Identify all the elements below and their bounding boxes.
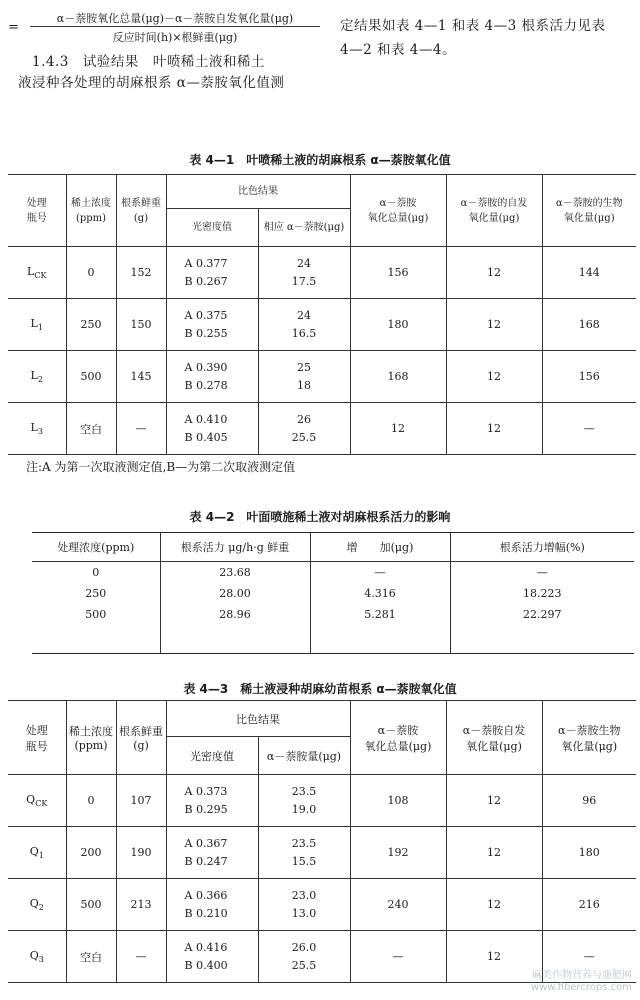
header-naphthylamine-amount: α－萘胺量(μg) — [258, 737, 350, 775]
table-row — [8, 247, 636, 299]
treatment-id: $L_2$ — [8, 351, 66, 403]
paragraph-line: 4—2 和表 4—4。 — [340, 42, 456, 58]
header-root-weight: 根系鲜重 (g) — [116, 175, 166, 247]
cell-total: 156 — [350, 247, 446, 299]
table-4-3-caption: 表 4—3 稀土液浸种胡麻幼苗根系 α—萘胺氧化值 — [183, 682, 457, 696]
header-root-weight: 根系鲜重 (g) — [116, 701, 166, 775]
treatment-id: $Q_1$ — [8, 827, 66, 879]
treatment-id: $L_{CK}$ — [8, 247, 66, 299]
cell-amount: 26 25.5 — [258, 403, 350, 455]
cell-bio: 96 — [542, 775, 636, 827]
cell-self: 12 — [446, 247, 542, 299]
cell-bio: 180 — [542, 827, 636, 879]
table-row — [32, 583, 634, 604]
cell-concentration: 空白 — [66, 931, 116, 983]
header-concentration: 处理浓度(ppm) — [32, 533, 160, 562]
cell-increase-percent: 22.297 — [450, 604, 634, 625]
table-4-3 — [8, 700, 636, 983]
treatment-id: $L_3$ — [8, 403, 66, 455]
treatment-id: $Q_2$ — [8, 879, 66, 931]
results-paragraph-left — [18, 52, 318, 94]
table-4-2 — [32, 532, 634, 654]
paragraph-line: 1.4.3 试验结果 叶喷稀土液和稀土 — [32, 54, 265, 70]
cell-weight: 213 — [116, 879, 166, 931]
cell-weight: — — [116, 403, 166, 455]
cell-optical-density: A 0.366 B 0.210 — [166, 879, 258, 931]
cell-optical-density: A 0.373 B 0.295 — [166, 775, 258, 827]
formula-equals: = — [8, 20, 19, 35]
header-self-oxidation: α－萘胺的自发 氧化量(μg) — [446, 175, 542, 247]
table-4-2-caption: 表 4—2 叶面喷施稀土液对胡麻根系活力的影响 — [189, 510, 451, 524]
header-increase: 增 加(μg) — [310, 533, 450, 562]
header-total-oxidation: α－萘胺 氧化总量(μg) — [350, 175, 446, 247]
cell-amount: 23.0 13.0 — [258, 879, 350, 931]
formula-denominator: 反应时间(h)×根鲜重(μg) — [112, 31, 238, 44]
cell-amount: 25 18 — [258, 351, 350, 403]
cell-bio: — — [542, 403, 636, 455]
cell-concentration: 0 — [66, 775, 116, 827]
header-colorimetric: 比色结果 — [166, 175, 350, 209]
cell-root-activity: 28.96 — [160, 604, 310, 625]
cell-root-activity: 28.00 — [160, 583, 310, 604]
cell-optical-density: A 0.416 B 0.400 — [166, 931, 258, 983]
cell-amount: 24 16.5 — [258, 299, 350, 351]
formula-fraction-bar — [30, 26, 320, 27]
header-root-activity: 根系活力 μg/h·g 鲜重 — [160, 533, 310, 562]
cell-optical-density: A 0.377 B 0.267 — [166, 247, 258, 299]
header-concentration: 稀土浓度 (ppm) — [66, 175, 116, 247]
cell-optical-density: A 0.390 B 0.278 — [166, 351, 258, 403]
table-row — [8, 351, 636, 403]
header-colorimetric: 比色结果 — [166, 701, 350, 737]
results-paragraph-right — [340, 14, 635, 62]
cell-bio: 216 — [542, 879, 636, 931]
cell-root-activity: 23.68 — [160, 562, 310, 584]
cell-total: 240 — [350, 879, 446, 931]
table-row — [8, 879, 636, 931]
cell-bio: 168 — [542, 299, 636, 351]
cell-optical-density: A 0.367 B 0.247 — [166, 827, 258, 879]
cell-concentration: 200 — [66, 827, 116, 879]
header-concentration: 稀土浓度 (ppm) — [66, 701, 116, 775]
cell-total: 108 — [350, 775, 446, 827]
header-total-oxidation: α－萘胺 氧化总量(μg) — [350, 701, 446, 775]
cell-self: 12 — [446, 879, 542, 931]
cell-total: 168 — [350, 351, 446, 403]
cell-optical-density: A 0.410 B 0.405 — [166, 403, 258, 455]
cell-increase-percent: 18.223 — [450, 583, 634, 604]
table-row — [32, 562, 634, 584]
treatment-id: $Q_3$ — [8, 931, 66, 983]
paragraph-line: 定结果如表 4—1 和表 4—3 根系活力见表 — [340, 18, 606, 34]
cell-weight: 190 — [116, 827, 166, 879]
cell-weight: 152 — [116, 247, 166, 299]
table-4-1-note: 注:A 为第一次取液测定值,B—为第二次取液测定值 — [26, 460, 296, 474]
cell-increase-percent: — — [450, 562, 634, 584]
treatment-id: $L_1$ — [8, 299, 66, 351]
cell-self: 12 — [446, 351, 542, 403]
table-4-1 — [8, 174, 636, 455]
table-4-1-caption: 表 4—1 叶喷稀土液的胡麻根系 α—萘胺氧化值 — [189, 153, 451, 167]
cell-concentration: 500 — [85, 608, 107, 621]
cell-self: 12 — [446, 299, 542, 351]
header-optical-density: 光密度值 — [166, 209, 258, 247]
cell-concentration: 500 — [66, 879, 116, 931]
cell-concentration: 空白 — [66, 403, 116, 455]
cell-self: 12 — [446, 827, 542, 879]
cell-concentration: 250 — [85, 587, 107, 600]
cell-increase: 5.281 — [310, 604, 450, 625]
header-bio-oxidation: α－萘胺的生物 氧化量(μg) — [542, 175, 636, 247]
cell-optical-density: A 0.375 B 0.255 — [166, 299, 258, 351]
header-bio-oxidation: α－萘胺生物 氧化量(μg) — [542, 701, 636, 775]
cell-total: — — [350, 931, 446, 983]
cell-total: 180 — [350, 299, 446, 351]
cell-weight: 150 — [116, 299, 166, 351]
table-row — [8, 775, 636, 827]
cell-bio: — — [542, 931, 636, 983]
cell-amount: 24 17.5 — [258, 247, 350, 299]
table-row — [8, 827, 636, 879]
cell-total: 12 — [350, 403, 446, 455]
header-naphthylamine-amount: 相应 α－萘胺(μg) — [258, 209, 350, 247]
header-increase-percent: 根系活力增幅(%) — [450, 533, 634, 562]
cell-amount: 23.5 15.5 — [258, 827, 350, 879]
cell-concentration: 0 — [92, 566, 100, 579]
cell-weight: 107 — [116, 775, 166, 827]
cell-self: 12 — [446, 931, 542, 983]
cell-increase: 4.316 — [310, 583, 450, 604]
header-treatment: 处理 瓶号 — [8, 701, 66, 775]
cell-bio: 156 — [542, 351, 636, 403]
cell-self: 12 — [446, 775, 542, 827]
cell-self: 12 — [446, 403, 542, 455]
table-row-blank — [32, 625, 634, 653]
cell-amount: 26.0 25.5 — [258, 931, 350, 983]
cell-concentration: 0 — [66, 247, 116, 299]
header-self-oxidation: α－萘胺自发 氧化量(μg) — [446, 701, 542, 775]
cell-amount: 23.5 19.0 — [258, 775, 350, 827]
cell-concentration: 500 — [66, 351, 116, 403]
table-row — [8, 403, 636, 455]
cell-weight: — — [116, 931, 166, 983]
cell-bio: 144 — [542, 247, 636, 299]
header-optical-density: 光密度值 — [166, 737, 258, 775]
cell-increase: — — [310, 562, 450, 584]
table-row — [32, 604, 634, 625]
header-treatment: 处理 瓶号 — [8, 175, 66, 247]
table-row — [8, 299, 636, 351]
cell-concentration: 250 — [66, 299, 116, 351]
cell-weight: 145 — [116, 351, 166, 403]
treatment-id: $Q_{CK}$ — [8, 775, 66, 827]
cell-total: 192 — [350, 827, 446, 879]
paragraph-line: 液浸种各处理的胡麻根系 α—萘胺氧化值测 — [18, 75, 285, 91]
formula-numerator: α－萘胺氧化总量(μg)－α－萘胺自发氧化量(μg) — [56, 12, 294, 25]
site-watermark: 麻类作物营养与施肥网 www.fibercrops.com — [530, 970, 632, 993]
